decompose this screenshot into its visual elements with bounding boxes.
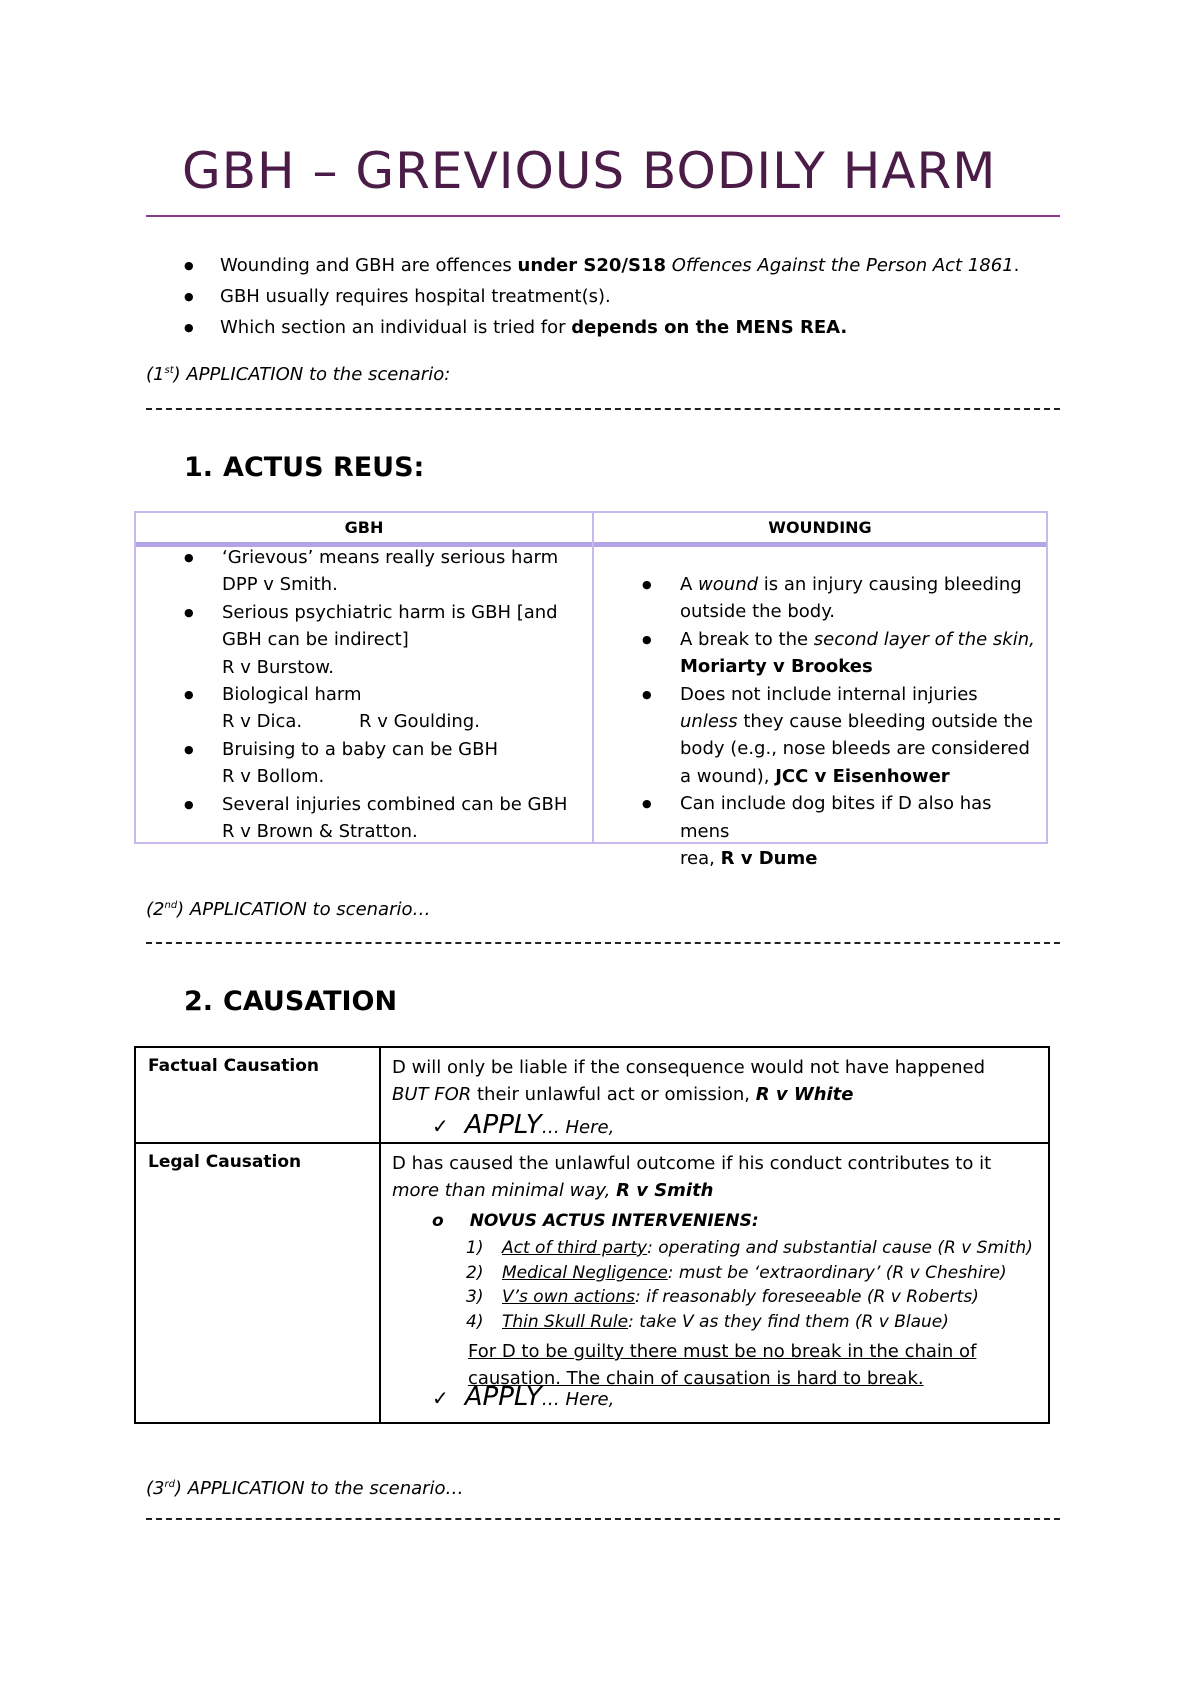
point-text: Biological harm — [222, 684, 362, 706]
apply-text: … Here, — [541, 1389, 615, 1410]
point-text: Bruising to a baby can be GBH — [222, 738, 499, 760]
case-citation: Moriarty v Brookes — [680, 656, 873, 678]
item-text: : take V as they find them (R v Blaue) — [628, 1311, 949, 1332]
case-citation: R v Bollom. — [222, 766, 325, 788]
ordinal-suffix: st — [164, 365, 174, 376]
list-item — [184, 681, 584, 736]
application-text: (3 — [146, 1478, 165, 1499]
legal-causation-text — [392, 1150, 1042, 1204]
factual-causation-label: Factual Causation — [148, 1056, 319, 1076]
answer-dash-line — [146, 942, 1060, 944]
case-citation: R v Dume — [720, 848, 818, 870]
point-italic-text: second layer of the skin, — [813, 628, 1035, 650]
factual-causation-text — [392, 1054, 1042, 1108]
case-citation: R v Burstow. — [222, 656, 334, 678]
novus-actus-list — [466, 1236, 1033, 1334]
answer-dash-line — [146, 408, 1060, 410]
application-text: (2 — [146, 899, 165, 920]
list-item — [466, 1285, 1033, 1310]
cell-text: D has caused the unlawful outcome if his conduct contributes to it — [392, 1153, 992, 1174]
apply-label: APPLY — [464, 1110, 542, 1140]
ordinal-suffix: nd — [164, 900, 178, 911]
cell-italic-text: more than minimal way, — [392, 1180, 617, 1201]
cell-text: D will only be liable if the consequence would not have happened — [392, 1057, 986, 1078]
causation-table — [134, 1046, 1050, 1424]
point-text: A break to the — [680, 628, 814, 650]
case-citation: R v Goulding. — [359, 711, 480, 733]
intro-bullet-list — [184, 250, 1084, 343]
wounding-points-list — [642, 571, 1042, 872]
column-header-wounding: WOUNDING — [768, 518, 872, 537]
section-number: 2. — [184, 986, 214, 1017]
list-item — [642, 790, 1042, 872]
point-text: Several injuries combined can be GBH — [222, 793, 568, 815]
bullet-bold-text: depends on the MENS REA. — [571, 317, 848, 338]
application-text: ) APPLICATION to scenario… — [177, 899, 431, 920]
list-item — [184, 544, 584, 599]
application-text: ) APPLICATION to the scenario… — [174, 1478, 464, 1499]
case-citation: R v Dica. — [222, 711, 303, 733]
list-item — [184, 250, 1084, 281]
ordinal-suffix: rd — [164, 1479, 175, 1490]
point-text: a wound), — [680, 765, 776, 787]
column-header-gbh: GBH — [344, 518, 384, 537]
item-text: : if reasonably foreseeable (R v Roberts) — [634, 1287, 979, 1307]
table-header-row — [136, 513, 1046, 547]
apply-prompt-1 — [432, 1110, 614, 1140]
item-term: Thin Skull Rule — [502, 1311, 629, 1332]
bullet-text: Wounding and GBH are offences — [220, 255, 518, 276]
point-text: body (e.g., nose bleeds are considered — [680, 738, 1030, 760]
point-text: Does not include internal injuries — [680, 683, 978, 705]
point-text: is an injury causing bleeding — [758, 574, 1022, 595]
item-term: Medical Negligence — [502, 1262, 668, 1283]
subheading-text: NOVUS ACTUS INTERVENIENS: — [469, 1211, 759, 1231]
list-item — [466, 1236, 1033, 1261]
point-text: Can include dog bites if D also has mens — [680, 793, 992, 842]
point-text: Serious psychiatric harm is GBH [and — [222, 601, 558, 623]
list-item — [466, 1261, 1033, 1286]
section-heading-causation — [184, 986, 397, 1017]
list-item — [184, 791, 584, 846]
bullet-text: GBH usually requires hospital treatment(s). — [220, 286, 611, 307]
point-italic-text: unless — [680, 711, 738, 733]
section-label: ACTUS REUS: — [223, 452, 425, 483]
bullet-text: . — [1013, 255, 1020, 276]
case-citation: R v Smith — [616, 1180, 714, 1201]
point-text: they cause bleeding outside the — [737, 711, 1033, 733]
case-citation: R v White — [755, 1084, 854, 1105]
gbh-points-list — [184, 544, 584, 845]
case-citation: R v Brown & Stratton. — [222, 821, 418, 843]
item-number: 2) — [466, 1262, 484, 1283]
bullet-text: Which section an individual is tried for — [220, 317, 572, 338]
list-item — [642, 681, 1042, 791]
act-name-text: Offences Against the Person Act 1861 — [665, 255, 1014, 276]
cell-italic-text: BUT FOR — [392, 1084, 472, 1105]
point-text: ‘Grievous’ means really serious harm — [222, 547, 559, 568]
application-prompt-3 — [146, 1478, 464, 1499]
page-title: GBH – GREVIOUS BODILY HARM — [182, 142, 997, 200]
item-number: 3) — [466, 1287, 484, 1307]
note-text: causation. The chain of causation is hard to break. — [468, 1368, 924, 1389]
point-text: GBH can be indirect] — [222, 629, 409, 651]
list-item — [184, 599, 584, 681]
bullet-bold-text: under S20/S18 — [517, 255, 666, 276]
row-divider — [136, 1142, 1048, 1144]
item-number: 1) — [466, 1238, 484, 1258]
column-divider — [379, 1048, 381, 1422]
point-text: rea, — [680, 848, 721, 870]
point-text: outside the body. — [680, 601, 836, 623]
item-text: : operating and substantial cause (R v Smith) — [647, 1238, 1033, 1258]
section-label: CAUSATION — [223, 986, 398, 1017]
legal-causation-label: Legal Causation — [148, 1152, 302, 1172]
application-text: ) APPLICATION to the scenario: — [173, 364, 451, 385]
cell-text: their unlawful act or omission, — [471, 1084, 756, 1105]
novus-actus-heading — [432, 1211, 759, 1231]
list-item — [184, 281, 1084, 312]
point-italic-text: wound — [698, 574, 759, 595]
actus-reus-table — [134, 511, 1048, 870]
check-icon: ✓ — [432, 1386, 449, 1410]
answer-dash-line — [146, 1518, 1060, 1520]
application-prompt-2 — [146, 899, 431, 920]
section-heading-actus-reus — [184, 452, 424, 483]
list-item — [466, 1310, 1033, 1335]
case-citation: JCC v Eisenhower — [775, 765, 950, 787]
bullet-marker: o — [432, 1211, 444, 1231]
list-item — [642, 571, 1042, 626]
title-underline — [146, 215, 1060, 217]
section-number: 1. — [184, 452, 214, 483]
column-divider — [592, 513, 594, 842]
point-text: A — [680, 574, 699, 595]
item-term: V’s own actions — [502, 1287, 635, 1307]
list-item — [642, 626, 1042, 681]
application-prompt-1 — [146, 364, 450, 385]
item-term: Act of third party — [502, 1238, 648, 1258]
item-text: : must be ‘extraordinary’ (R v Cheshire) — [667, 1262, 1007, 1283]
note-text: For D to be guilty there must be no break in the chain of — [468, 1341, 977, 1362]
item-number: 4) — [466, 1311, 484, 1332]
application-text: (1 — [146, 364, 165, 385]
case-citation: DPP v Smith. — [222, 574, 338, 596]
list-item — [184, 736, 584, 791]
list-item — [184, 312, 1084, 343]
apply-label: APPLY — [464, 1382, 542, 1412]
apply-text: … Here, — [541, 1117, 615, 1138]
apply-prompt-2 — [432, 1382, 614, 1412]
check-icon: ✓ — [432, 1114, 449, 1138]
